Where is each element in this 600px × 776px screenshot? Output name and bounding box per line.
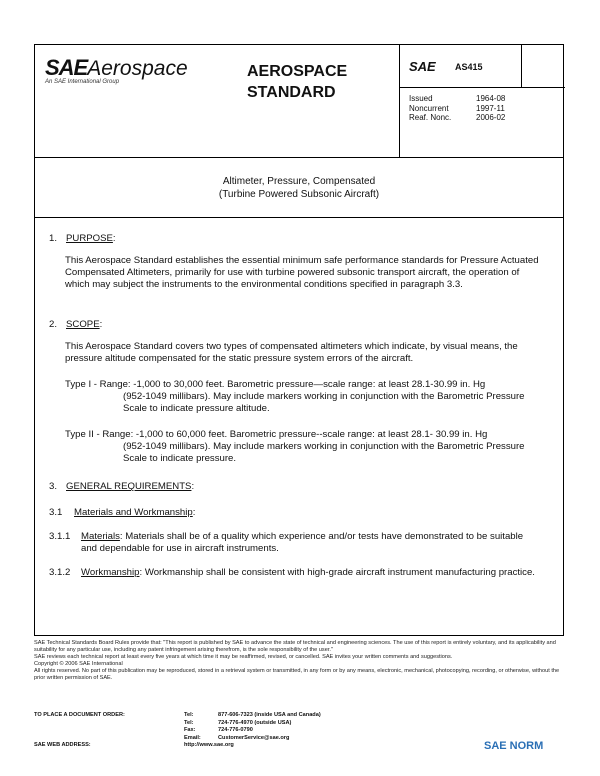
sae-norm-logo: SAE NORM (484, 740, 544, 752)
standard-type-title (247, 61, 347, 103)
order-contact-info: TO PLACE A DOCUMENT ORDER: Tel: 877-606-7323 (inside USA and Canada) Tel: 724-776-4970 (outside USA) Fax: 724-776-0790 Email: CustomerService@sae.org SAE WEB ADDRESS: http://www.sae.org (34, 712, 321, 749)
date-row-reaffirmed: Reaf. Nonc. 2006-02 (409, 113, 506, 122)
contact-fax: 724-776-0790 (218, 727, 253, 734)
document-title (35, 157, 563, 218)
section-3-1-heading: 3.1 Materials and Workmanship: (49, 507, 196, 518)
contact-tel-1: 877-606-7323 (inside USA and Canada) (218, 712, 321, 718)
std-title-line1: AEROSPACE (247, 63, 348, 80)
section-2-heading: 2. SCOPE: (49, 319, 103, 330)
logo-subtitle: An SAE International Group (45, 79, 120, 85)
header-divider (399, 45, 400, 157)
contact-email[interactable]: CustomerService@sae.org (218, 734, 290, 741)
header-divider-right (521, 45, 522, 87)
section-3-1-2: 3.1.2 Workmanship: Workmanship shall be consistent with high-grade aircraft instrument manufacturing practice. (49, 567, 535, 578)
header-divider-horizontal (399, 87, 565, 88)
section-2-text: This Aerospace Standard covers two types of compensated altimeters which indicate, by visual means, the pressure altitude compensated for the static pressure system errors of the aircraft. (65, 341, 518, 365)
section-1-heading: 1. PURPOSE: (49, 233, 116, 244)
order-label: TO PLACE A DOCUMENT ORDER: (34, 712, 125, 718)
logo-sae: SAE (45, 55, 88, 80)
web-label: SAE WEB ADDRESS: (34, 742, 91, 749)
contact-tel-2: 724-776-4970 (outside USA) (218, 719, 292, 726)
title-line2: (Turbine Powered Subsonic Aircraft) (218, 189, 380, 200)
sae-mark: SAE (409, 59, 436, 74)
footer-rights-text: All rights reserved. No part of this publication may be reproduced, stored in a retrieval system or transmitted, in any form or by any means, electronic, mechanical, photocopying, recording, or otherwise, without the prior written permission of SAE. (34, 668, 560, 682)
type-2-spec: Type II - Range: -1,000 to 60,000 feet. Barometric pressure--scale range: at least 28.1- 30.99 in. Hg (952-1049 millibars). May include markers working in conjunction with the Barometric Pressure Scale to indicate pressure. (65, 429, 525, 465)
date-row-noncurrent: Noncurrent 1997-11 (409, 103, 505, 113)
footer-copyright: Copyright © 2006 SAE International (34, 661, 123, 668)
document-dates (409, 94, 505, 123)
date-row-issued: Issued 1964-08 (409, 94, 506, 103)
sae-aerospace-logo (45, 55, 188, 85)
footer-review-text: SAE reviews each technical report at least every five years at which time it may be reaffirmed, revised, or cancelled. SAE invites your written comments and suggestions. (34, 654, 453, 661)
logo-aerospace: Aerospace (87, 57, 188, 80)
document-number: AS415 (455, 62, 483, 72)
section-3-heading: 3. GENERAL REQUIREMENTS: (49, 481, 195, 492)
std-title-line2: STANDARD (247, 84, 336, 101)
section-1-text: This Aerospace Standard establishes the essential minimum safe performance standards for Pressure Actuated Compensated Altimeters, primarily for use with turbine powered subsonic transport aircraft, the operation of which may subject the instruments to the environmental conditions specified in paragraph 3.3. (65, 255, 539, 291)
document-header (35, 45, 563, 158)
section-3-1-1: 3.1.1 Materials: Materials shall be of a quality which experience and/or tests have demonstrated to be suitable and dependable for use in aircraft instruments. (49, 531, 524, 555)
type-1-spec: Type I - Range: -1,000 to 30,000 feet. Barometric pressure—scale range: at least 28.1-30.99 in. Hg (952-1049 millibars). May include markers working in conjunction with the Barometric Pressure Scale to indicate pressure altitude. (65, 379, 525, 415)
title-line1: Altimeter, Pressure, Compensated (222, 176, 376, 187)
legal-footer (34, 640, 564, 683)
web-address-link[interactable]: http://www.sae.org (184, 742, 234, 749)
document-frame (34, 44, 564, 636)
footer-rules-text: SAE Technical Standards Board Rules provide that: "This report is published by SAE to advance the state of technical and engineering sciences. The use of this report is entirely voluntary, and its applicability and suitability for any particular use, including any patent infringement arising therefrom, is the sole responsibility of the user." (34, 640, 556, 654)
